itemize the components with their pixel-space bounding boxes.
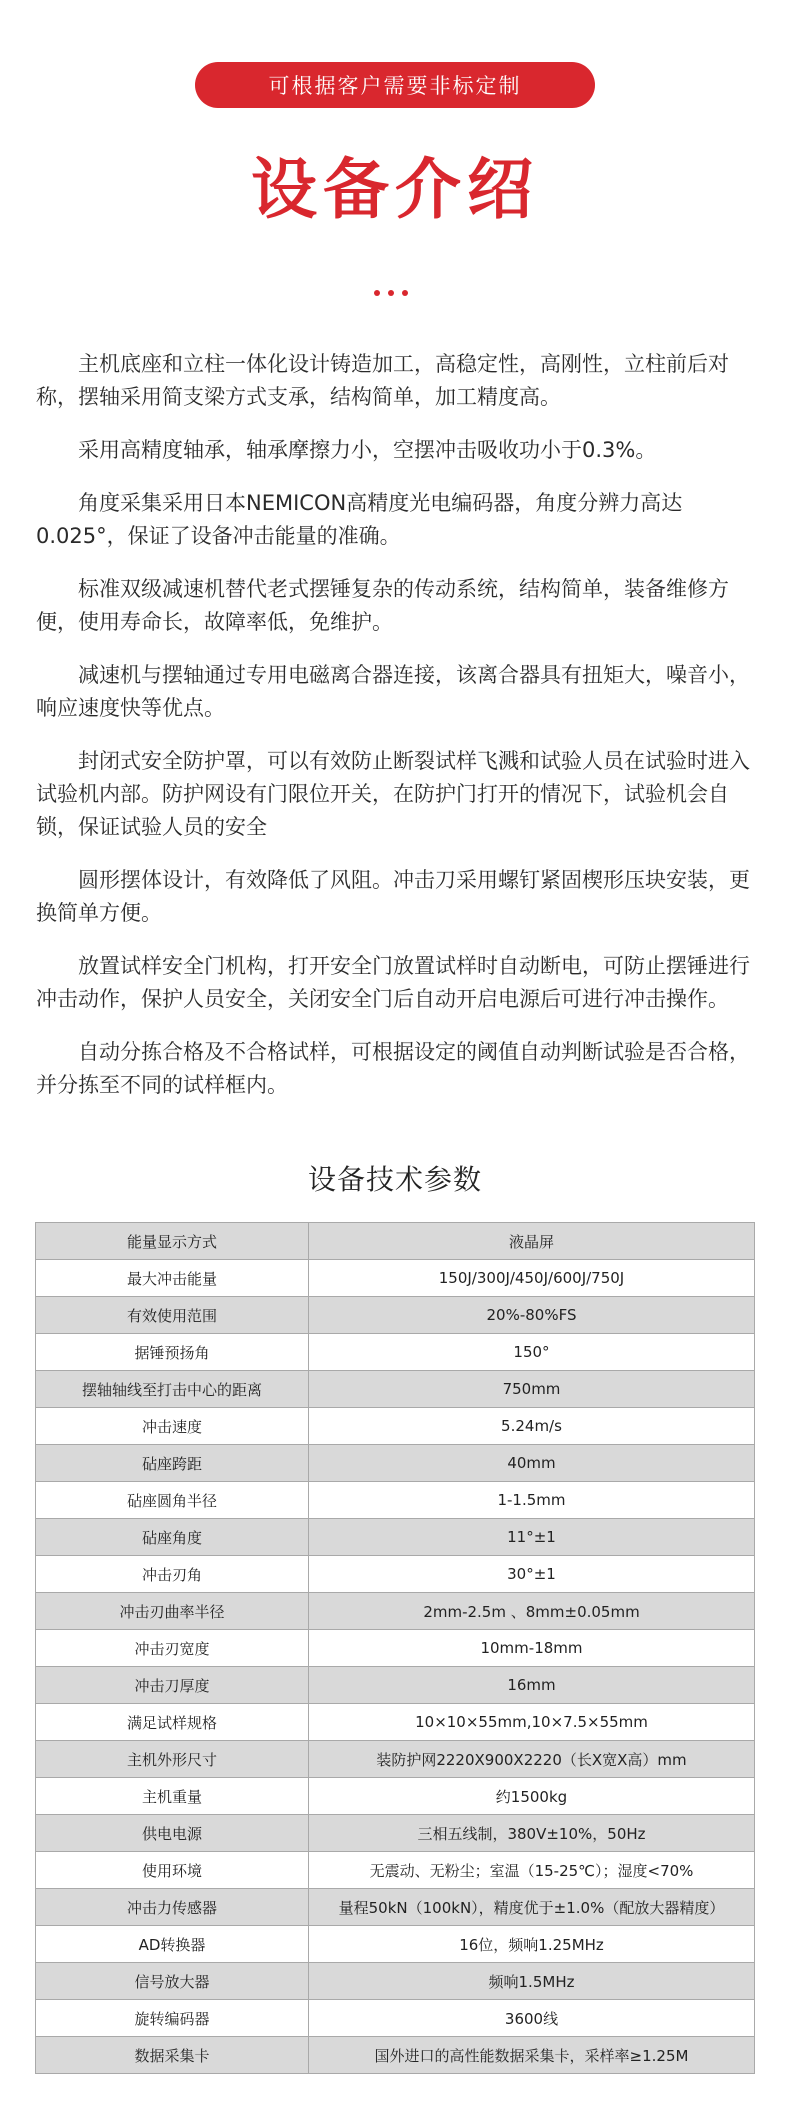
spec-param-value: 10×10×55mm,10×7.5×55mm bbox=[309, 1704, 755, 1741]
spec-param-value: 40mm bbox=[309, 1445, 755, 1482]
intro-section bbox=[36, 348, 754, 1122]
intro-paragraph: 减速机与摆轴通过专用电磁离合器连接，该离合器具有扭矩大，噪音小，响应速度快等优点。 bbox=[36, 663, 750, 720]
table-row bbox=[36, 1556, 755, 1593]
spec-param-value: 20%-80%FS bbox=[309, 1297, 755, 1334]
table-row bbox=[36, 1445, 755, 1482]
spec-param-value: 16位，频响1.25MHz bbox=[309, 1926, 755, 1963]
table-row bbox=[36, 1593, 755, 1630]
spec-param-name: 冲击刃宽度 bbox=[36, 1630, 309, 1667]
spec-param-name: 砧座跨距 bbox=[36, 1445, 309, 1482]
spec-param-value: 750mm bbox=[309, 1371, 755, 1408]
spec-param-value: 10mm-18mm bbox=[309, 1630, 755, 1667]
spec-param-name: 最大冲击能量 bbox=[36, 1260, 309, 1297]
table-row bbox=[36, 2037, 755, 2074]
spec-param-name: 冲击刃曲率半径 bbox=[36, 1593, 309, 1630]
spec-param-value: 约1500kg bbox=[309, 1778, 755, 1815]
spec-table bbox=[35, 1222, 755, 2074]
spec-param-name: 供电电源 bbox=[36, 1815, 309, 1852]
table-row bbox=[36, 2000, 755, 2037]
spec-param-name: 能量显示方式 bbox=[36, 1223, 309, 1260]
intro-paragraph: 圆形摆体设计，有效降低了风阻。冲击刀采用螺钉紧固楔形压块安装，更换简单方便。 bbox=[36, 868, 750, 925]
spec-param-name: 摆轴轴线至打击中心的距离 bbox=[36, 1371, 309, 1408]
table-row bbox=[36, 1963, 755, 2000]
spec-param-value: 三相五线制，380V±10%，50Hz bbox=[309, 1815, 755, 1852]
spec-param-name: 旋转编码器 bbox=[36, 2000, 309, 2037]
table-row bbox=[36, 1297, 755, 1334]
spec-param-value: 11°±1 bbox=[309, 1519, 755, 1556]
table-row bbox=[36, 1408, 755, 1445]
table-row bbox=[36, 1852, 755, 1889]
intro-paragraph: 放置试样安全门机构，打开安全门放置试样时自动断电，可防止摆锤进行冲击动作，保护人员安全，关闭安全门后自动开启电源后可进行冲击操作。 bbox=[36, 954, 750, 1011]
dot bbox=[374, 290, 380, 296]
spec-param-name: 据锤预扬角 bbox=[36, 1334, 309, 1371]
table-row bbox=[36, 1741, 755, 1778]
spec-param-value: 液晶屏 bbox=[309, 1223, 755, 1260]
spec-param-name: 信号放大器 bbox=[36, 1963, 309, 2000]
table-row bbox=[36, 1926, 755, 1963]
table-row bbox=[36, 1778, 755, 1815]
spec-param-value: 国外进口的高性能数据采集卡，采样率≥1.25M bbox=[309, 2037, 755, 2074]
spec-param-value: 150° bbox=[309, 1334, 755, 1371]
spec-param-name: 冲击力传感器 bbox=[36, 1889, 309, 1926]
intro-paragraph: 标准双级减速机替代老式摆锤复杂的传动系统，结构简单，装备维修方便，使用寿命长，故障率低，免维护。 bbox=[36, 577, 729, 634]
table-row bbox=[36, 1704, 755, 1741]
spec-param-name: 主机重量 bbox=[36, 1778, 309, 1815]
spec-param-value: 2mm-2.5m 、8mm±0.05mm bbox=[309, 1593, 755, 1630]
spec-param-value: 频响1.5MHz bbox=[309, 1963, 755, 2000]
table-row bbox=[36, 1667, 755, 1704]
spec-param-value: 16mm bbox=[309, 1667, 755, 1704]
spec-param-value: 30°±1 bbox=[309, 1556, 755, 1593]
spec-param-name: 冲击刃角 bbox=[36, 1556, 309, 1593]
spec-param-name: AD转换器 bbox=[36, 1926, 309, 1963]
table-row bbox=[36, 1519, 755, 1556]
intro-paragraph: 主机底座和立柱一体化设计铸造加工，高稳定性，高刚性，立柱前后对称，摆轴采用简支梁方式支承，结构简单，加工精度高。 bbox=[36, 352, 729, 409]
intro-paragraph: 采用高精度轴承，轴承摩擦力小，空摆冲击吸收功小于0.3%。 bbox=[78, 438, 657, 462]
spec-table-body bbox=[36, 1223, 755, 2074]
table-row bbox=[36, 1815, 755, 1852]
table-row bbox=[36, 1260, 755, 1297]
spec-param-value: 150J/300J/450J/600J/750J bbox=[309, 1260, 755, 1297]
page-title: 设备介绍 bbox=[251, 151, 539, 228]
spec-param-value: 装防护网2220X900X2220（长X宽X高）mm bbox=[309, 1741, 755, 1778]
table-row bbox=[36, 1223, 755, 1260]
dot bbox=[388, 290, 394, 296]
spec-param-name: 砧座圆角半径 bbox=[36, 1482, 309, 1519]
title-dots-decoration bbox=[374, 290, 408, 296]
table-row bbox=[36, 1334, 755, 1371]
spec-param-name: 有效使用范围 bbox=[36, 1297, 309, 1334]
spec-param-value: 5.24m/s bbox=[309, 1408, 755, 1445]
spec-param-value: 1-1.5mm bbox=[309, 1482, 755, 1519]
table-row bbox=[36, 1482, 755, 1519]
spec-param-name: 使用环境 bbox=[36, 1852, 309, 1889]
intro-paragraph: 封闭式安全防护罩，可以有效防止断裂试样飞溅和试验人员在试验时进入试验机内部。防护网设有门限位开关，在防护门打开的情况下，试验机会自锁，保证试验人员的安全 bbox=[36, 749, 750, 839]
spec-param-name: 数据采集卡 bbox=[36, 2037, 309, 2074]
spec-param-name: 主机外形尺寸 bbox=[36, 1741, 309, 1778]
spec-param-name: 冲击速度 bbox=[36, 1408, 309, 1445]
spec-param-name: 满足试样规格 bbox=[36, 1704, 309, 1741]
dot bbox=[402, 290, 408, 296]
spec-param-name: 砧座角度 bbox=[36, 1519, 309, 1556]
spec-param-value: 无震动、无粉尘；室温（15-25℃）；湿度<70% bbox=[309, 1852, 755, 1889]
spec-param-value: 3600线 bbox=[309, 2000, 755, 2037]
table-row bbox=[36, 1630, 755, 1667]
spec-param-name: 冲击刀厚度 bbox=[36, 1667, 309, 1704]
table-row bbox=[36, 1889, 755, 1926]
spec-title: 设备技术参数 bbox=[307, 1163, 482, 1196]
custom-badge: 可根据客户需要非标定制 bbox=[195, 62, 595, 108]
table-row bbox=[36, 1371, 755, 1408]
spec-param-value: 量程50kN（100kN），精度优于±1.0%（配放大器精度） bbox=[309, 1889, 755, 1926]
intro-paragraph: 角度采集采用日本NEMICON高精度光电编码器，角度分辨力高达0.025°，保证了设备冲击能量的准确。 bbox=[36, 491, 683, 548]
intro-paragraph: 自动分拣合格及不合格试样，可根据设定的阈值自动判断试验是否合格，并分拣至不同的试样框内。 bbox=[36, 1040, 750, 1097]
